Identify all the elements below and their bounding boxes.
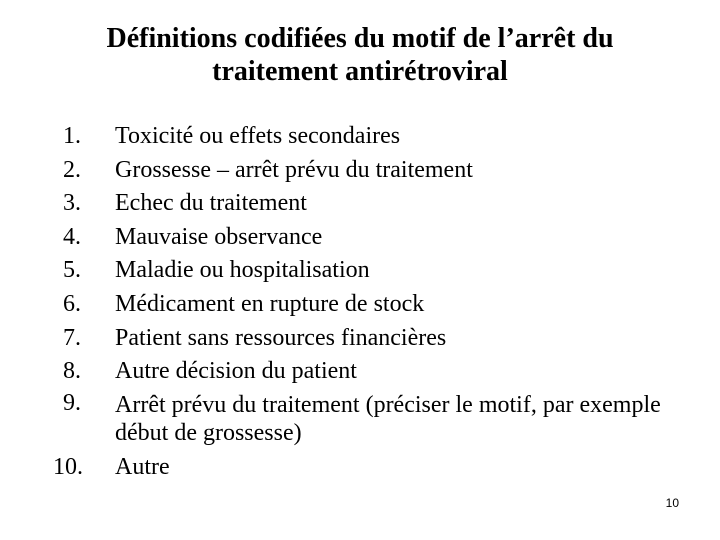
- item-text: Médicament en rupture de stock: [115, 290, 425, 317]
- title-line-2: traitement antirétroviral: [212, 56, 508, 87]
- page-number: 10: [665, 496, 679, 510]
- list-item: [53, 451, 683, 485]
- list-item: [63, 154, 683, 188]
- item-text: Patient sans ressources financières: [115, 324, 447, 351]
- item-number: 3.: [63, 190, 81, 217]
- item-text: Maladie ou hospitalisation: [115, 257, 370, 284]
- list-item: [63, 355, 683, 389]
- item-number: 2.: [63, 156, 81, 183]
- item-text: Mauvaise observance: [115, 223, 323, 250]
- item-text: Echec du traitement: [115, 190, 307, 217]
- item-text: Autre décision du patient: [115, 358, 357, 385]
- item-text: Toxicité ou effets secondaires: [115, 123, 401, 149]
- list-item: [63, 120, 683, 154]
- item-text: Arrêt prévu du traitement (préciser le motif, par exemple début de grossesse): [115, 391, 661, 446]
- item-number: 6.: [63, 290, 81, 317]
- item-number: 9.: [63, 389, 81, 416]
- list-item: [63, 187, 683, 221]
- item-number: 1.: [63, 123, 81, 149]
- item-number: 7.: [63, 324, 81, 351]
- item-number: 4.: [63, 223, 81, 250]
- title-line-1: Définitions codifiées du motif de l’arrêt du: [106, 23, 614, 54]
- item-number: 10.: [53, 453, 83, 480]
- item-text: Autre: [115, 453, 170, 480]
- list-item: [63, 389, 683, 451]
- item-number: 5.: [63, 257, 81, 284]
- list-item: [63, 221, 683, 255]
- reason-list: [53, 120, 683, 484]
- list-item: [63, 254, 683, 288]
- slide-title: [40, 22, 680, 88]
- item-text: Grossesse – arrêt prévu du traitement: [115, 156, 473, 183]
- item-number: 8.: [63, 358, 81, 385]
- list-item: [63, 288, 683, 322]
- list-item: [63, 322, 683, 356]
